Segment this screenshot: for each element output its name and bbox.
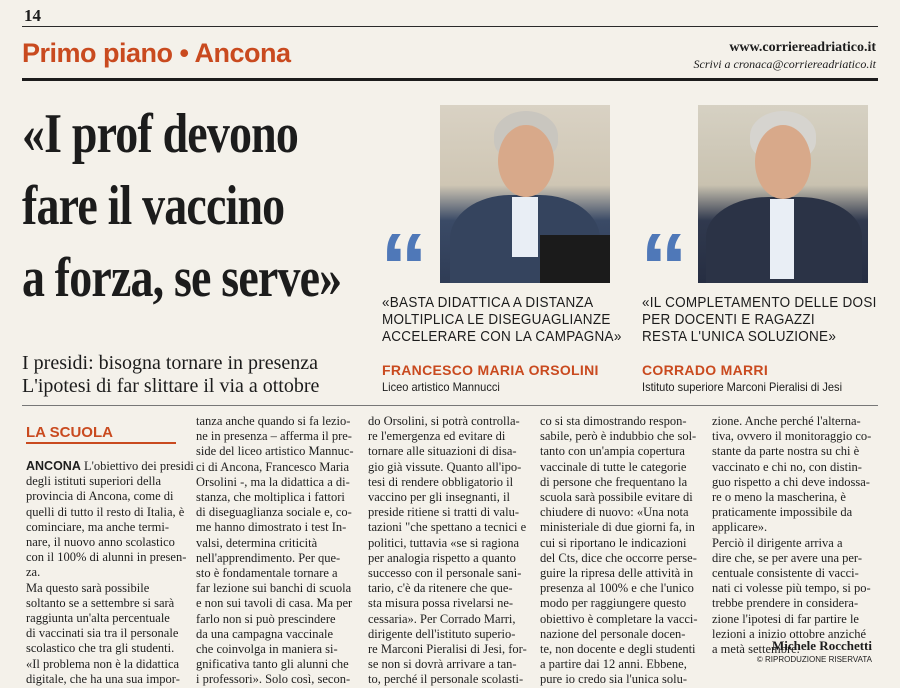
article-line: raggiunta un'alta percentuale: [26, 611, 170, 626]
quote-line: «BASTA DIDATTICA A DISTANZA: [382, 294, 594, 311]
article-line: centuale consistente di vacci-: [712, 566, 859, 581]
headline-line: «I prof devono: [22, 103, 298, 165]
article-line: gio già vissute. Quanto all'ipo-: [368, 459, 522, 474]
article-line: te, non docente e degli studenti: [540, 642, 696, 657]
article-line: tiva, ovvero il monitoraggio co-: [712, 429, 872, 444]
article-line: ci di Ancona, Francesco Maria: [196, 459, 350, 474]
article-line: scuola sarà possibile evitare di: [540, 490, 693, 505]
article-line: gnificativa tanto gli alunni che: [196, 657, 349, 672]
article-line: farlo non si può prescindere: [196, 611, 336, 626]
article-line: zione. Anche perché l'alterna-: [712, 414, 861, 428]
article-line: guo rispetto a chi deve indossa-: [712, 474, 870, 489]
author-signature: Michele Rocchetti: [772, 638, 872, 653]
photo-orsolini: [440, 105, 610, 283]
article-line: obiettivo è completare la vacci-: [540, 611, 698, 626]
article-line: stanza, che moltiplica i fattori: [196, 490, 345, 505]
quote-author: CORRADO MARRI: [642, 362, 769, 378]
article-line: to, perché il personale scolasti-: [368, 672, 524, 687]
article-line: politici, tuttavia «se si ragiona: [368, 535, 520, 550]
subheadline-line: I presidi: bisogna tornare in presenza: [22, 352, 319, 374]
article-line: tanto con un'ampia copertura: [540, 444, 685, 459]
article-line: preside ritiene si tratti di valu-: [368, 505, 519, 520]
article-line: dirigente dell'istituto superio-: [368, 626, 516, 641]
article-line: con il 100% di alunni in presen-: [26, 550, 187, 565]
header-rule: [22, 78, 878, 81]
quote-role: Liceo artistico Mannucci: [382, 380, 500, 394]
section-title: Primo piano • Ancona: [22, 38, 291, 68]
article-line: side del liceo artistico Mannuc-: [196, 444, 354, 459]
article-line: ministeriale di due giorni fa, in: [540, 520, 695, 535]
photo-marri: [698, 105, 868, 283]
article-line: da una campagna vaccinale: [196, 626, 334, 641]
quote-line: «IL COMPLETAMENTO DELLE DOSI: [642, 294, 877, 311]
article-line: di persone che frequentano la: [540, 474, 688, 489]
article-line: lezioni a inizio ottobre anziché: [712, 626, 867, 641]
article-line: guire la ripresa delle attività in: [540, 566, 694, 581]
article-line: per analogia rispetto a quanto: [368, 550, 516, 565]
article-line: a metà settembre.: [712, 642, 800, 657]
article-line: co si sta dimostrando respon-: [540, 414, 687, 428]
article-line: re Marconi Pieralisi di Jesi, for-: [368, 642, 527, 657]
article-line: [26, 459, 194, 474]
article-column-3: [368, 414, 528, 688]
article-line: nare, il nuovo anno scolastico: [26, 535, 175, 550]
quote-mark-icon: “: [640, 214, 688, 321]
article-line: soltanto se a settembre si sarà: [26, 595, 175, 610]
article-line: do Orsolini, si potrà controlla-: [368, 414, 520, 428]
quote-text: [642, 294, 877, 345]
article-line: «Il problema non è la didattica: [26, 656, 180, 671]
article-line: nell'apprendimento. Per que-: [196, 550, 341, 565]
article-line: modo per raggiungere questo: [540, 596, 687, 611]
article-line: stante da parte nostra su chi è: [712, 444, 860, 459]
article-line: Ma questo sarà possibile: [26, 580, 150, 595]
section-rule: [22, 405, 878, 406]
article-line: presenza al 100% e che l'unico: [540, 581, 694, 596]
article-line: a partire dai 12 anni. Ebbene,: [540, 657, 687, 672]
article-line: valsi, determina criticità: [196, 535, 318, 550]
article-line: nati ci volesse più tempo, si po-: [712, 581, 871, 596]
article-line: tanza anche quando si fa lezio-: [196, 414, 351, 428]
quote-line: ACCELERARE CON LA CAMPAGNA»: [382, 328, 622, 345]
article-line: scolastico che tra gli studenti.: [26, 641, 175, 656]
article-line: applicare».: [712, 520, 768, 535]
article-line: Perciò il dirigente arriva a: [712, 535, 843, 550]
copyright-notice: © RIPRODUZIONE RISERVATA: [756, 655, 872, 664]
kicker: LA SCUOLA: [26, 424, 176, 444]
article-line: dire che, se per avere una per-: [712, 550, 863, 565]
dateline: ANCONA: [26, 459, 81, 473]
page-number: 14: [24, 6, 41, 25]
article-line: i professori». Solo così, secon-: [196, 672, 351, 687]
top-rule: [22, 26, 878, 27]
article-line: za.: [26, 565, 41, 580]
quote-line: PER DOCENTI E RAGAZZI: [642, 311, 815, 328]
article-line: cui si riportano le indicazioni: [540, 535, 687, 550]
quote-line: RESTA L'UNICA SOLUZIONE»: [642, 328, 837, 345]
article-line: sto è fondamentale tornare a: [196, 566, 338, 581]
article-line: tornare alle situazioni di disa-: [368, 444, 517, 459]
article-line: e non sui tavoli di casa. Ma per: [196, 596, 353, 611]
article-line: praticamente impossibile da: [712, 505, 853, 520]
quote-line: MOLTIPLICA LE DISEGUAGLIANZE: [382, 311, 611, 328]
subheadline-line: L'ipotesi di far slittare il via a ottobre: [22, 375, 320, 397]
article-line: del Cts, dice che occorre perse-: [540, 550, 697, 565]
article-line: successo con il personale sani-: [368, 566, 522, 581]
article-line: vaccinale di tutte le categorie: [540, 459, 687, 474]
article-line: pure io credo sia l'unica solu-: [540, 672, 687, 687]
article-line: tario, c'è da ritenere che que-: [368, 581, 513, 596]
quote-mark-icon: “: [380, 214, 428, 321]
article-line: di vaccinati sia tra il personale: [26, 626, 179, 641]
article-column-2: [196, 414, 356, 688]
website-link[interactable]: www.corriereadriatico.it: [729, 40, 876, 55]
contact-email[interactable]: Scrivi a cronaca@corriereadriatico.it: [693, 57, 876, 71]
article-line: cominciare, ma anche termi-: [26, 519, 169, 534]
article-line: se non si dovrà arrivare a tan-: [368, 657, 517, 672]
article-line: tazioni "che spettano a tecnici e: [368, 520, 527, 535]
headline-line: fare il vaccino: [22, 175, 285, 237]
article-line: me hanno dimostrato i test In-: [196, 520, 347, 535]
article-line: re o meno la mascherina, è: [712, 490, 846, 505]
article-line: quelli di tutto il resto di Italia, è: [26, 504, 185, 519]
article-line: L'obiettivo dei presidi: [80, 459, 194, 473]
subheadline: [22, 352, 377, 398]
article-line: cessaria». Per Corrado Marri,: [368, 611, 516, 626]
article-line: nazione del personale docen-: [540, 626, 686, 641]
quote-role: Istituto superiore Marconi Pieralisi di Jesi: [642, 380, 843, 394]
article-column-5: [712, 414, 878, 657]
article-line: chiudere di nuovo: «Una nota: [540, 505, 689, 520]
article-line: che coinvolga in maniera si-: [196, 642, 338, 657]
article-line: ne in presenza – afferma il pre-: [196, 429, 352, 444]
article-line: degli istituti superiori della: [26, 474, 162, 489]
article-line: trebbe prendere in considera-: [712, 596, 859, 611]
article-line: di diseguaglianza sociale e, co-: [196, 505, 352, 520]
article-line: sabile, però è indubbio che sol-: [540, 429, 697, 444]
article-column-1: [26, 459, 194, 687]
article-line: zione l'ipotesi di far partire le: [712, 611, 859, 626]
article-line: sta misura possa rivelarsi ne-: [368, 596, 514, 611]
article-line: vaccino per gli insegnanti, il: [368, 490, 510, 505]
headline: [22, 98, 342, 314]
article-line: digitale, che ha una sua impor-: [26, 671, 180, 686]
quote-text: [382, 294, 622, 345]
article-line: tesi di rendere obbligatorio il: [368, 474, 514, 489]
article-line: vaccinato e chi no, con distin-: [712, 459, 862, 474]
quote-author: FRANCESCO MARIA ORSOLINI: [382, 362, 599, 378]
article-line: re l'emergenza ed evitare di: [368, 429, 506, 444]
article-column-4: [540, 414, 700, 688]
headline-line: a forza, se serve»: [22, 247, 342, 309]
article-line: Orsolini -, ma la didattica a di-: [196, 474, 350, 489]
article-line: far lezione sui banchi di scuola: [196, 581, 352, 596]
article-line: provincia di Ancona, come di: [26, 489, 174, 504]
